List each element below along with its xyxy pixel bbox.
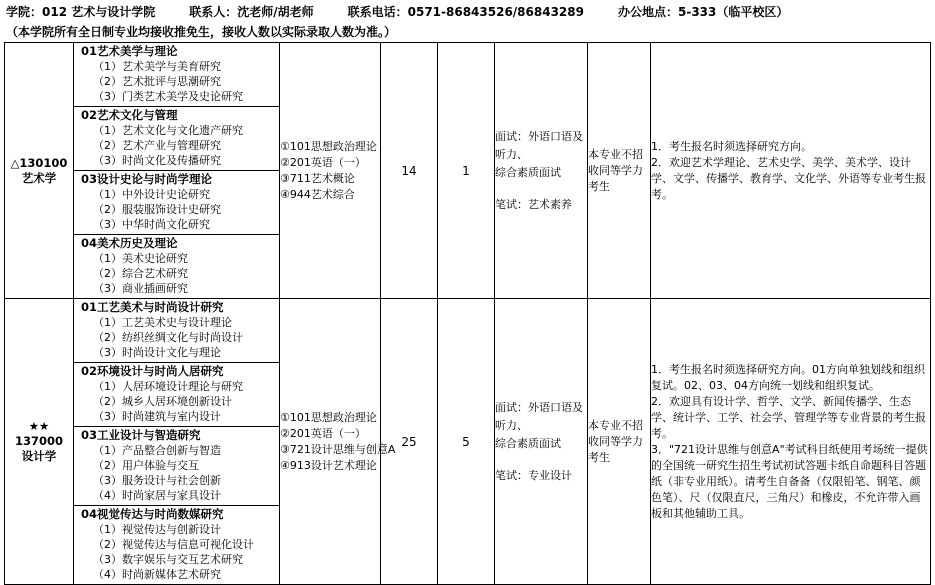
direction-item: （3）中华时尚文化研究	[93, 218, 210, 231]
retest-line: 面试：外语口语及听力、	[495, 400, 583, 432]
direction-item: （2）视觉传达与信息可视化设计	[93, 538, 254, 551]
equivalent-requirement: 本专业不招收同等学力考生	[588, 43, 651, 299]
direction-item: （1）视觉传达与创新设计	[93, 523, 221, 536]
majors-table	[4, 42, 931, 585]
direction-item: （3）时尚文化及传播研究	[93, 154, 221, 167]
direction-title: 02环境设计与时尚人居研究	[81, 364, 224, 378]
direction-group	[74, 107, 279, 171]
major-cell	[5, 43, 74, 299]
college-label: 学院：012 艺术与设计学院	[6, 4, 156, 19]
remark-line: 1．考生报名时须选择研究方向。	[651, 139, 812, 153]
direction-item: （2）综合艺术研究	[93, 267, 188, 280]
recommend-number: 1	[438, 43, 495, 299]
major-cell	[5, 299, 74, 585]
direction-item: （1）艺术美学与美育研究	[93, 60, 221, 73]
phone-label: 联系电话：0571-86843526/86843289	[347, 4, 584, 19]
retest-line: 笔试：专业设计	[495, 468, 572, 482]
contact-label: 联系人：沈老师/胡老师	[189, 4, 314, 19]
direction-item: （2）城乡人居环境创新设计	[93, 395, 232, 408]
exam-subject: ①101思想政治理论	[280, 139, 377, 153]
direction-item: （3）时尚建筑与室内设计	[93, 410, 221, 423]
remark-line: 2．欢迎具有设计学、哲学、文学、新闻传播学、生态学、统计学、工学、社会学、管理学等专业背景的考生报考。	[651, 394, 926, 440]
exam-subjects-cell	[280, 43, 381, 299]
retest-cell	[495, 43, 588, 299]
direction-item: （1）美术史论研究	[93, 252, 188, 265]
exam-subjects-cell	[280, 299, 396, 585]
retest-line: 面试：外语口语及听力、	[495, 129, 583, 161]
direction-item: （3）数字娱乐与交互艺术研究	[93, 553, 243, 566]
remarks-cell	[651, 43, 931, 299]
direction-group	[74, 43, 279, 107]
major-name: 艺术学	[21, 170, 57, 185]
direction-item: （1）产品整合创新与智造	[93, 444, 221, 457]
retest-spacer	[495, 182, 587, 196]
direction-item: （2）用户体验与交互	[93, 459, 199, 472]
retest-line: 笔试：艺术素养	[495, 197, 572, 211]
retest-line: 综合素质面试	[495, 436, 561, 450]
page-header	[0, 0, 935, 22]
exam-subject: ③721设计思维与创意A	[280, 442, 396, 456]
direction-title: 04视觉传达与时尚数媒研究	[81, 507, 224, 521]
direction-item: （3）时尚设计文化与理论	[93, 346, 221, 359]
remark-line: 3．"721设计思维与创意A"考试科目纸使用考场统一提供的全国统一研究生招生考试初试答题卡纸自命题科目答题纸（非专业用纸）。请考生自备备（仅限铅笔、钢笔、颜色笔）、尺（仅限直尺，三角尺）和橡皮，不允许带入画板和其他辅助工具。	[651, 442, 928, 520]
research-directions-cell	[74, 43, 280, 299]
direction-group	[74, 427, 279, 506]
office-label: 办公地点：5-333（临平校区）	[617, 4, 789, 19]
direction-item: （2）纺织丝绸文化与时尚设计	[93, 331, 243, 344]
table-row	[5, 43, 931, 299]
retest-spacer	[495, 453, 587, 467]
exam-subject: ②201英语（一）	[280, 426, 366, 440]
recommend-number: 5	[438, 299, 495, 585]
direction-group	[74, 363, 279, 427]
exam-subject: ①101思想政治理论	[280, 410, 377, 424]
direction-group	[74, 235, 279, 298]
direction-title: 02艺术文化与管理	[81, 108, 178, 122]
plan-number: 14	[381, 43, 438, 299]
remarks-cell	[651, 299, 931, 585]
direction-title: 03工业设计与智造研究	[81, 428, 201, 442]
direction-item: （1）艺术文化与文化遗产研究	[93, 124, 243, 137]
direction-title: 01工艺美术与时尚设计研究	[81, 300, 224, 314]
major-star-mark: ★★	[28, 419, 50, 433]
remark-line: 2．欢迎艺术学理论、艺术史学、美学、美术学、设计学、文学、传播学、教育学、文化学、外语等专业考生报考。	[651, 155, 926, 201]
direction-title: 01艺术美学与理论	[81, 44, 178, 58]
direction-item: （1）人居环境设计理论与研究	[93, 380, 243, 393]
exam-subject: ②201英语（一）	[280, 155, 366, 169]
direction-group	[74, 171, 279, 235]
exam-subject: ④913设计艺术理论	[280, 458, 377, 472]
major-name: 设计学	[21, 449, 57, 463]
direction-item: （2）艺术产业与管理研究	[93, 139, 221, 152]
header-note: （本学院所有全日制专业均接收推免生，接收人数以实际录取人数为准。）	[6, 25, 397, 39]
equivalent-requirement: 本专业不招收同等学力考生	[588, 299, 651, 585]
direction-item: （3）商业插画研究	[93, 282, 188, 295]
research-directions-cell	[74, 299, 280, 585]
direction-title: 04美术历史及理论	[81, 236, 178, 250]
direction-group	[74, 299, 279, 363]
direction-item: （3）服务设计与社会创新	[93, 474, 221, 487]
table-row	[5, 299, 931, 585]
direction-item: （4）时尚家居与家具设计	[93, 489, 221, 502]
direction-group	[74, 506, 279, 584]
direction-item: （2）艺术批评与思潮研究	[93, 75, 221, 88]
major-code: △130100	[10, 155, 68, 170]
direction-item: （1）中外设计史论研究	[93, 188, 210, 201]
retest-cell	[495, 299, 588, 585]
retest-line: 综合素质面试	[495, 165, 561, 179]
exam-subject: ③711艺术概论	[280, 171, 355, 185]
direction-item: （1）工艺美术史与设计理论	[93, 316, 232, 329]
remark-line: 1．考生报名时须选择研究方向。01方向单独划线和组织复试。02、03、04方向统一划线和组织复试。	[651, 362, 925, 392]
direction-item: （3）门类艺术美学及史论研究	[93, 90, 243, 103]
direction-item: （2）服装服饰设计史研究	[93, 203, 221, 216]
direction-title: 03设计史论与时尚学理论	[81, 172, 213, 186]
exam-subject: ④944艺术综合	[280, 187, 355, 201]
plan-number: 25	[381, 299, 438, 585]
major-code: 137000	[14, 434, 63, 448]
direction-item: （4）时尚新媒体艺术研究	[93, 568, 221, 581]
